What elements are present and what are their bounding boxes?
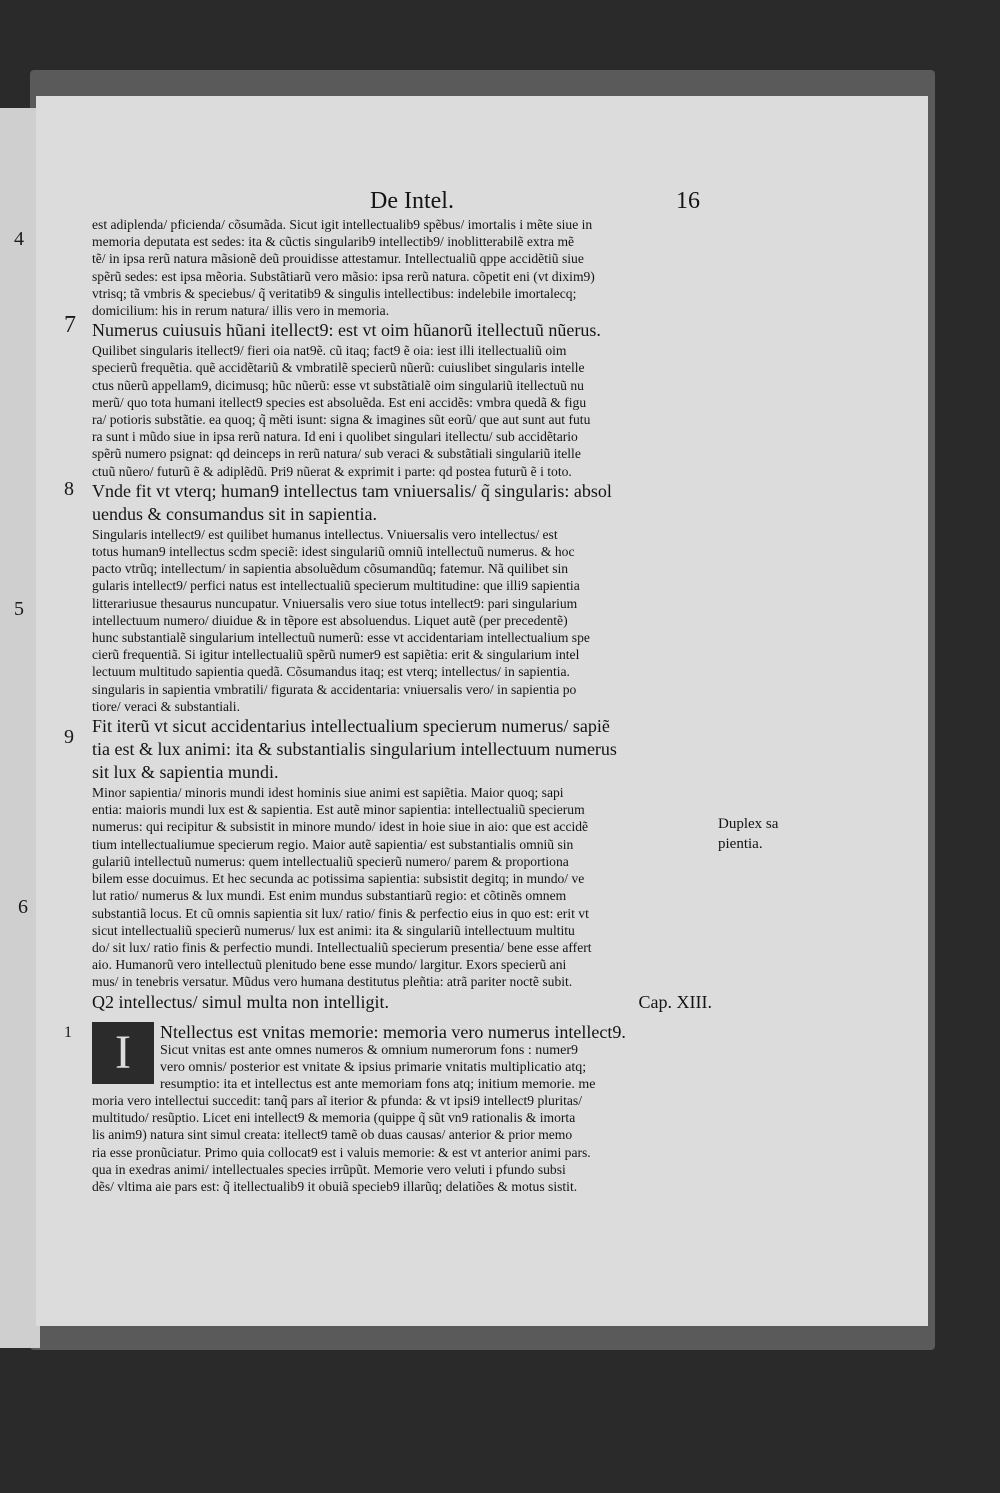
body-line: gularis intellect9/ perfici natus est intellectualiũ specierum multitudine: que illi9 sapientia <box>92 578 580 594</box>
body-line: est adiplenda/ pficienda/ cõsumãda. Sicut igit intellectualib9 spẽbus/ imortalis i mẽte siue in <box>92 217 593 232</box>
body-line: lut ratio/ numerus & lux mundi. Est enim mundus substantiarũ regio: et cõtinẽs omnem <box>92 888 567 904</box>
body-line: resumptio: ita et intellectus est ante memoriam fons atq; initium memorie. me <box>160 1077 596 1093</box>
body-line: cierũ frequentiã. Si igitur intellectualiũ spẽrũ numer9 est sapiẽtia: erit & singularium intel <box>92 647 580 663</box>
body-line: ctuũ nũero/ futurũ ẽ & adiplẽdũ. Pri9 nũerat & exprimit i parte: qd postea futurũ ẽ i toto. <box>92 463 572 479</box>
facing-margin-number: 5 <box>14 598 24 620</box>
body-line: tẽ/ in ipsa rerũ natura mãsionẽ deũ prouidisse attestamur. Intellectualiũ qppe accidẽtiũ siue <box>92 251 584 267</box>
margin-number: 8 <box>64 478 74 500</box>
chapter-first-line: Ntellectus est vnitas memorie: memoria vero numerus intellect9. <box>160 1022 626 1042</box>
section-heading: sit lux & sapientia mundi. <box>92 762 279 783</box>
text-block <box>92 216 712 1014</box>
chapter-label: Cap. XIII. <box>638 991 712 1012</box>
section-heading: Numerus cuiusuis hũani itellect9: est vt oim hũanorũ itellectuũ nũerus. <box>92 320 601 341</box>
chapter-text <box>160 1022 712 1094</box>
body-line: Singularis intellect9/ est quilibet humanus intellectus. Vniuersalis vero intellectus/ est <box>92 526 558 542</box>
body-line: singularis in sapientia vmbratili/ figurata & accidentaria: vniuersalis vero/ in sapientia po <box>92 681 577 697</box>
facing-margin-number: 4 <box>14 228 24 250</box>
body-line: spẽrũ numero psignat: qd deinceps in rerũ natura/ sub veraci & substãtiali singulariũ itelle <box>92 446 581 462</box>
section-heading: tia est & lux animi: ita & substantialis singularium intellectuum numerus <box>92 739 617 760</box>
body-line: do/ sit lux/ ratio finis & perfectio mundi. Intellectualiũ specierum presentia/ bene esse affert <box>92 939 592 955</box>
body-line: entia: maioris mundi lux est & sapientia. Est autẽ minor sapientia: intellectualiũ specierum <box>92 802 585 818</box>
facing-margin-number: 6 <box>18 896 28 918</box>
body-line: vero omnis/ posterior est vnitate & ipsius primarie vnitatis multiplicatio atq; <box>160 1060 587 1076</box>
body-line: hunc substantialẽ singularium intellectuũ numerũ: esse vt accidentariam intellectualium spe <box>92 630 590 646</box>
margin-note <box>718 814 778 854</box>
section-heading: Fit iterũ vt sicut accidentarius intellectualium specierum numerus/ sapiẽ <box>92 716 610 737</box>
margin-note-line: Duplex sa <box>718 816 779 832</box>
body-line: dẽs/ vltima aie pars est: q̃ itellectualib9 it obuiã specieb9 illarũq; delatiões & motus sistit. <box>92 1179 578 1195</box>
body-line: ria esse pronũciatur. Primo quia collocat9 est i valuis memorie: & est vt anterior animi pars. <box>92 1144 591 1160</box>
body-line: Quilibet singularis itellect9/ fieri oia nat9ẽ. cũ itaq; fact9 ẽ oia: iest illi itellectualiũ oim <box>92 343 567 359</box>
body-line: lis anim9) natura sint simul creata: itellect9 tamẽ ob duas causas/ anterior & prior memo <box>92 1127 573 1143</box>
body-line: spẽrũ sedes: est ipsa mẽoria. Substãtiarũ vero mãsio: ipsa rerũ natura. cõpetit eni (vt dixim9) <box>92 268 595 284</box>
body-line: multitudo/ resũptio. Licet eni intellect9 & memoria (quippe q̃ sũt vn9 rationalis & imorta <box>92 1110 576 1126</box>
facing-page-edge <box>0 108 40 1348</box>
margin-number: 1 <box>64 1024 72 1041</box>
body-line: gulariũ intellectuũ numerus: quem intellectualiũ specierũ numero/ parem & proportiona <box>92 853 569 869</box>
body-line: ra sunt i mũdo siue in ipsa rerũ natura. Id eni i quolibet singulari itellectu/ sub accidẽtario <box>92 429 578 445</box>
section-heading: Vnde fit vt vterq; human9 intellectus tam vniuersalis/ q̃ singularis: absol <box>92 480 612 501</box>
body-line: intellectuum numero/ diuidue & in tẽpore est absoluendus. Liquet autẽ (per precedentẽ) <box>92 612 568 628</box>
body-line: lectuum multitudo sapientia quedã. Cõsumandus itaq; est vterq; intellectus/ in sapientia. <box>92 664 570 680</box>
body-line: ctus nũerũ appellam9, dicimusq; hũc nũerũ: esse vt substãtialẽ oim singulariũ itellectuũ nu <box>92 377 584 393</box>
body-line: sicut intellectualiũ specierũ numerus/ lux est animi: ita & singulariũ intellectuum multitu <box>92 922 575 938</box>
body-line: tiore/ veraci & substantiali. <box>92 698 240 714</box>
body-line: totus human9 intellectus scdm speciẽ: idest singulariũ omniũ intellectuũ numerus. & hoc <box>92 544 575 560</box>
body-line: aio. Humanorũ vero intellectuũ plenitudo bene esse mundo/ largitur. Exors specierũ ani <box>92 957 567 973</box>
margin-number: 7 <box>64 312 76 338</box>
body-line: litterariusue thesaurus nuncupatur. Vniuersalis vero siue totus intellect9: pari singularium <box>92 595 578 611</box>
body-line: Sicut vnitas est ante omnes numeros & omnium numerorum fons : numer9 <box>160 1043 578 1058</box>
body-line: ra/ potioris substãtie. ea quoq; q̃ mẽti isunt: signa & imagines sũt eorũ/ que aut sunt aut futu <box>92 412 591 428</box>
body-line: Minor sapientia/ minoris mundi idest hominis siue animi est sapiẽtia. Maior quoq; sapi <box>92 785 564 801</box>
body-line: moria vero intellectui succedit: tanq̃ pars aĩ iterior & pfunda: & vt ipsi9 intellect9 pluritas/ <box>92 1093 582 1108</box>
body-line: specierũ frequẽtia. quẽ accidẽtariũ & vmbratilẽ specierũ nũerũ: cuiuslibet singularis intelle <box>92 360 585 376</box>
body-line: bilem esse docuimus. Et hec secunda ac potissima sapientia: subsistit degitq; in mundo/ ve <box>92 871 585 887</box>
margin-number: 9 <box>64 726 74 748</box>
body-line: memoria deputata est sedes: ita & cũctis singularib9 intellectib9/ inoblitterabilẽ extra mẽ <box>92 234 575 250</box>
decorated-initial: I <box>92 1022 154 1084</box>
body-line: qua in exedras animi/ intellectuales species irrũpũt. Memorie vero veluti i pfundo subsi <box>92 1161 566 1177</box>
chapter-heading <box>92 991 712 1014</box>
body-line: merũ/ quo tota humani itellect9 species est absoluẽda. Est eni accidẽs: vmbra quedã & figu <box>92 394 587 410</box>
running-title: De Intel. <box>370 188 454 214</box>
body-line: tium intellectualiumue specierum regio. Maior autẽ sapientia/ est substantialis omniũ sin <box>92 836 574 852</box>
chapter-text-continued <box>92 1092 712 1195</box>
section-heading: uendus & consumandus sit in sapientia. <box>92 503 377 524</box>
folio-number: 16 <box>676 188 700 214</box>
body-line: pacto vtrũq; intellectum/ in sapientia absoluẽdum cõsumandũq; fatemur. Nã quilibet sin <box>92 561 569 577</box>
body-line: numerus: qui recipitur & subsistit in minore mundo/ idest in hoie siue in aio: que est accidẽ <box>92 819 589 835</box>
body-line: substantiã locus. Et cũ omnis sapientia sit lux/ ratio/ finis & perfectio eius in quo est: erit vt <box>92 905 589 921</box>
chapter-title: Q2 intellectus/ simul multa non intelligit. <box>92 991 389 1012</box>
margin-note-line: pientia. <box>718 836 763 852</box>
body-line: vtrisq; tã vmbris & speciebus/ q̃ veritatib9 & singulis intellectibus: indelebile imortalecq; <box>92 285 577 301</box>
body-line: mus/ in tenebris versatur. Mũdus vero humana destitutus pleñtia: atrã pariter noctẽ subit. <box>92 974 573 990</box>
body-line: domicilium: his in rerum natura/ illis vero in memoria. <box>92 303 390 319</box>
